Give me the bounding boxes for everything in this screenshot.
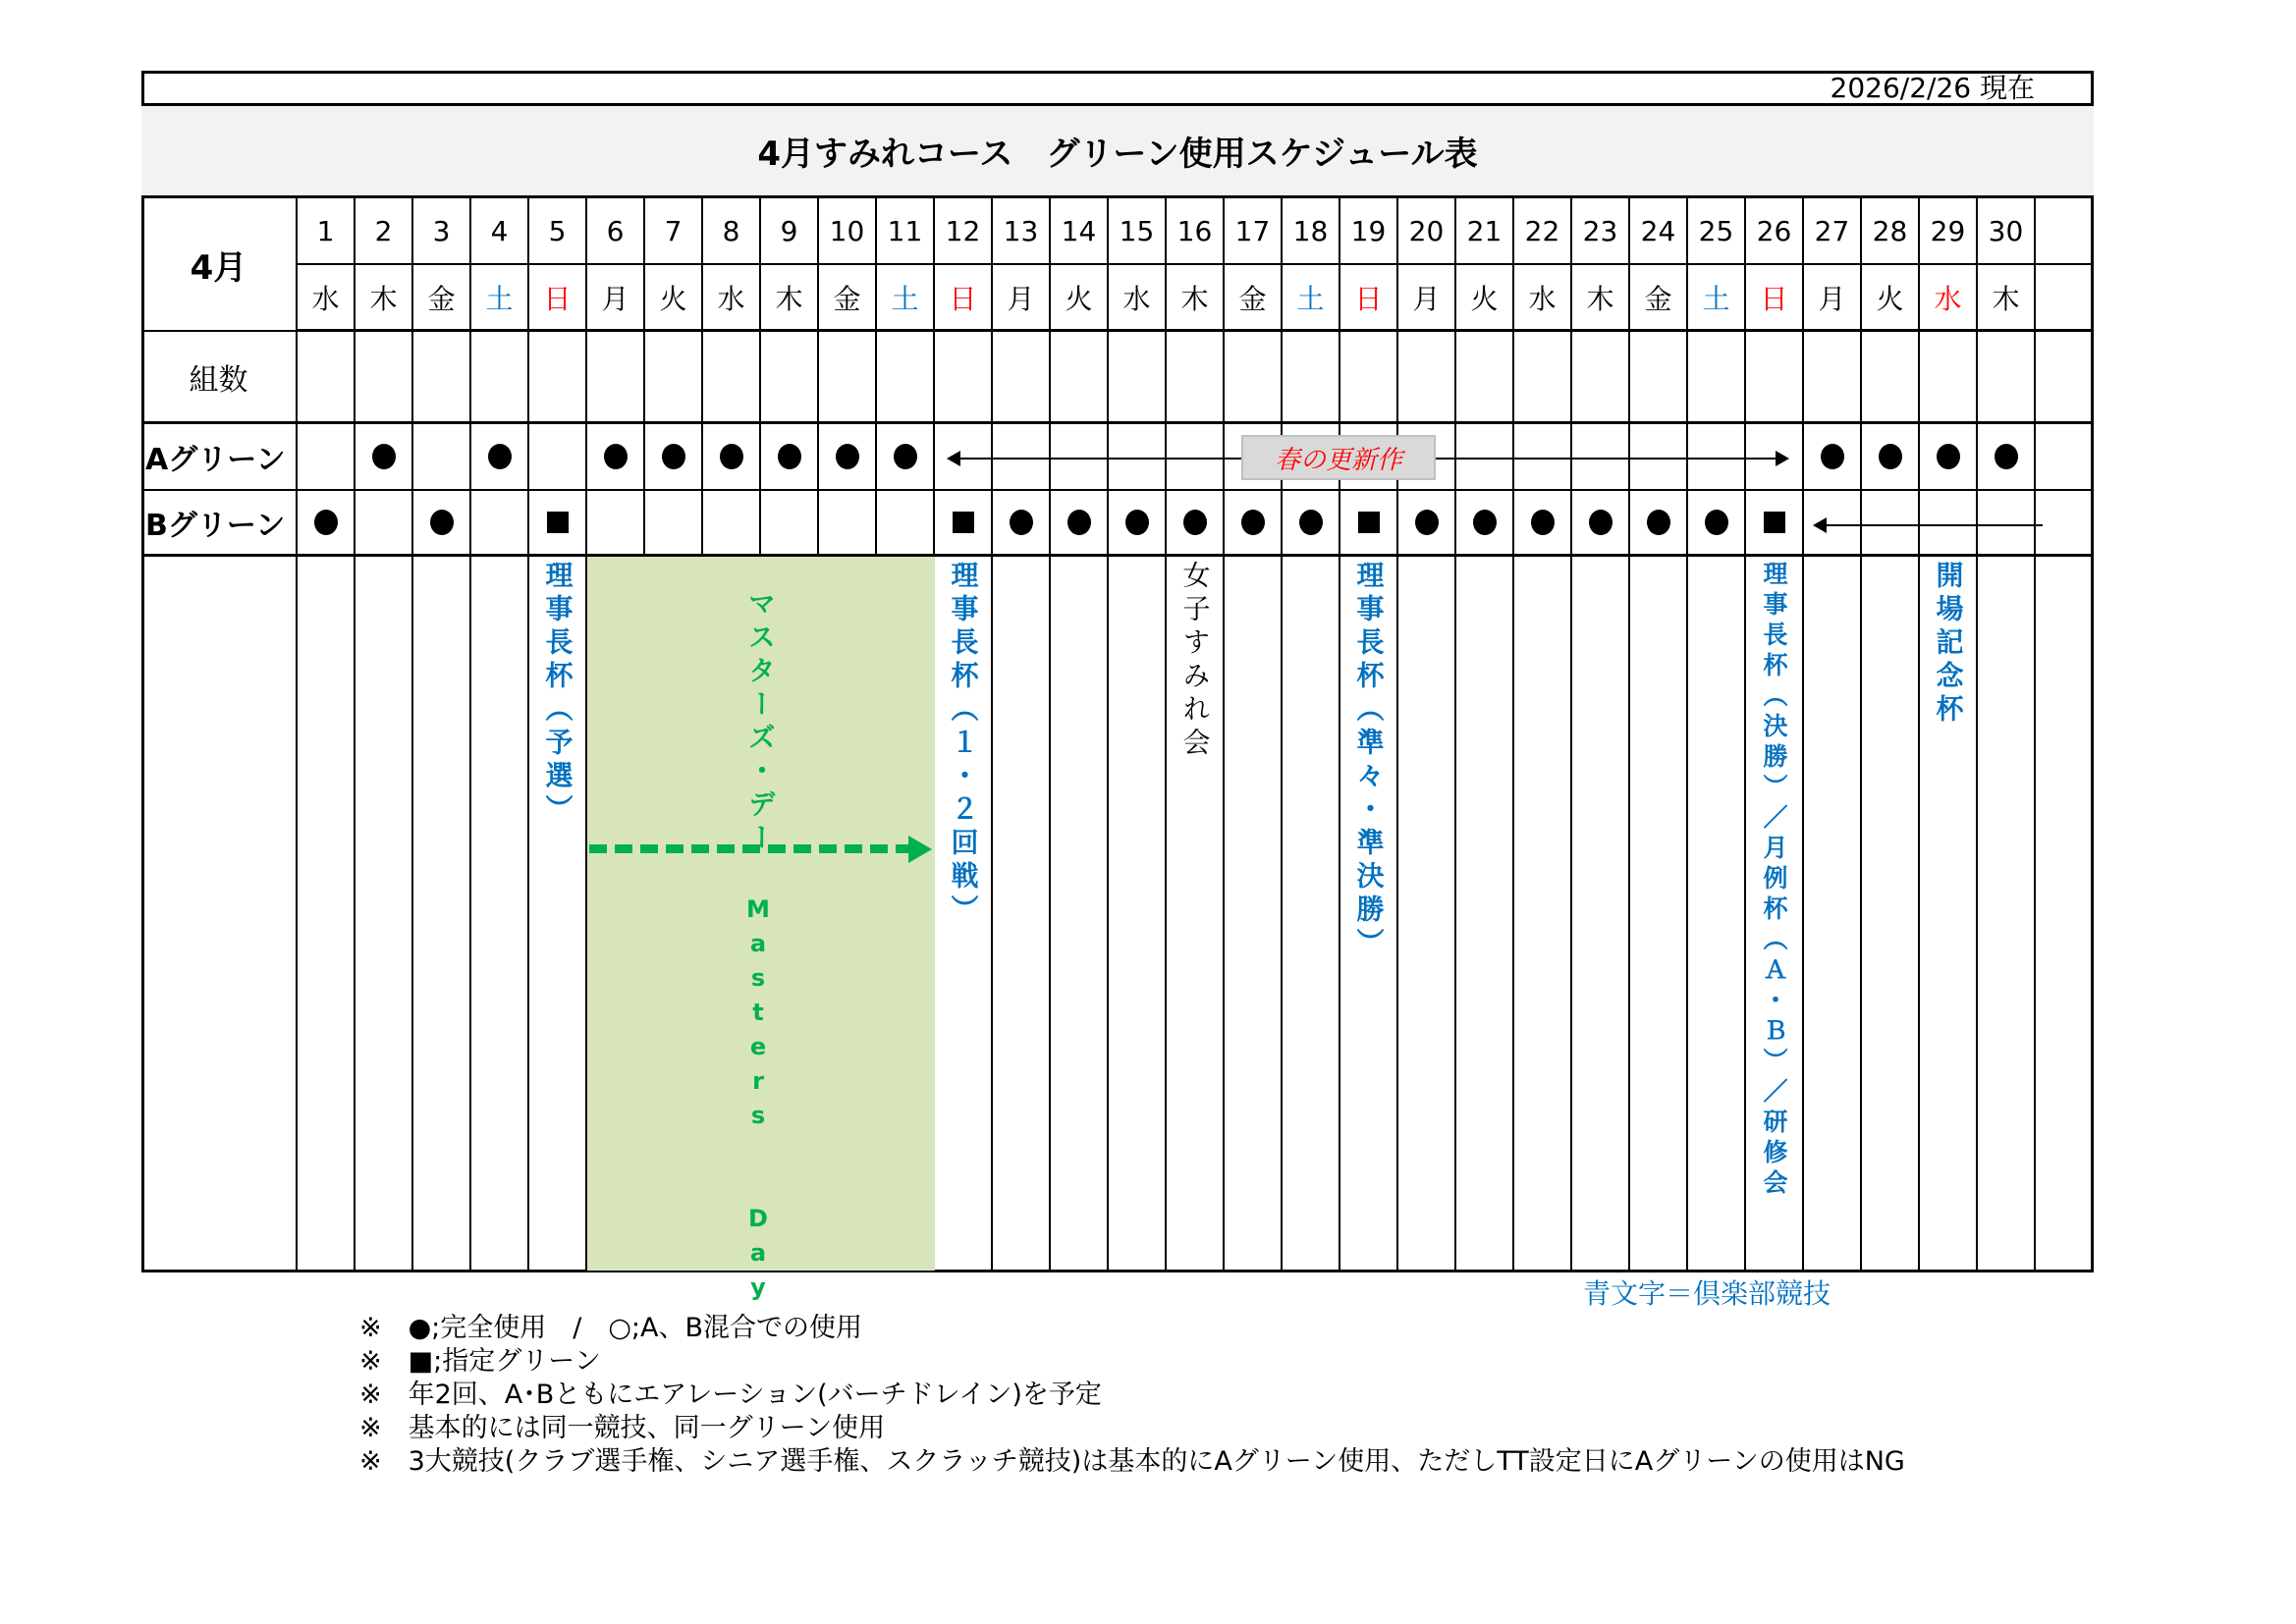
b_green-cell <box>2036 491 2094 557</box>
arrow-right-icon <box>1776 451 1789 466</box>
groups-cell <box>1109 332 1167 424</box>
groups-cell <box>1398 332 1456 424</box>
b_green-cell <box>1225 491 1283 557</box>
full-use-dot-icon <box>1415 510 1439 535</box>
event-cell <box>1862 557 1920 1272</box>
a_green-cell <box>1920 424 1978 491</box>
weekday: 木 <box>1572 265 1630 332</box>
b_green-cell <box>993 491 1051 557</box>
event-cell <box>1746 557 1804 1272</box>
day-number: 7 <box>645 198 703 265</box>
event-label: 理事長杯（予選） <box>541 561 574 828</box>
arrow-left-icon <box>947 451 960 466</box>
day-number: 13 <box>993 198 1051 265</box>
b_green-cell <box>355 491 413 557</box>
b_green-cell <box>529 491 587 557</box>
groups-cell <box>1167 332 1225 424</box>
event-cell <box>471 557 529 1272</box>
day-number: 16 <box>1167 198 1225 265</box>
day-number: 28 <box>1862 198 1920 265</box>
weekday: 月 <box>1398 265 1456 332</box>
day-number: 15 <box>1109 198 1167 265</box>
month-label: 4月 <box>141 198 298 332</box>
groups-cell <box>877 332 935 424</box>
schedule-grid <box>141 198 2094 1272</box>
a_green-cell <box>703 424 761 491</box>
day-number: 25 <box>1688 198 1746 265</box>
designated-square-icon <box>1358 512 1380 533</box>
b_green-cell <box>1572 491 1630 557</box>
b_green-cell <box>819 491 877 557</box>
full-use-dot-icon <box>372 444 396 469</box>
day-number: 8 <box>703 198 761 265</box>
note-5: ※ 3大競技(クラブ選手権、シニア選手権、スクラッチ競技)は基本的にAグリーン使用、ただしTT設定日にAグリーンの使用はNG <box>359 1446 1905 1477</box>
groups-label: 組数 <box>141 332 298 424</box>
full-use-dot-icon <box>1010 510 1033 535</box>
weekday: 金 <box>819 265 877 332</box>
groups-cell <box>1456 332 1514 424</box>
b_green-cell <box>1514 491 1572 557</box>
b_green-cell <box>877 491 935 557</box>
event-cell <box>935 557 993 1272</box>
full-use-dot-icon <box>1473 510 1497 535</box>
day-number: 29 <box>1920 198 1978 265</box>
event-cell <box>1340 557 1398 1272</box>
full-use-dot-icon <box>778 444 801 469</box>
weekday <box>2036 265 2094 332</box>
event-cell <box>298 557 355 1272</box>
full-use-dot-icon <box>1821 444 1844 469</box>
groups-cell <box>1572 332 1630 424</box>
day-number: 20 <box>1398 198 1456 265</box>
weekday: 火 <box>1456 265 1514 332</box>
full-use-dot-icon <box>1531 510 1555 535</box>
masters-day-label-en: Masters Day <box>744 895 772 1308</box>
groups-cell <box>471 332 529 424</box>
groups-cell <box>1920 332 1978 424</box>
a_green-cell <box>355 424 413 491</box>
b_green-cell <box>703 491 761 557</box>
full-use-dot-icon <box>314 510 338 535</box>
event-cell <box>1109 557 1167 1272</box>
event-label: 理事長杯（準々・準決勝） <box>1352 561 1386 961</box>
weekday: 月 <box>993 265 1051 332</box>
groups-cell <box>703 332 761 424</box>
event-label: 理事長杯（１・２回戦） <box>947 561 980 928</box>
event-cell <box>1514 557 1572 1272</box>
event-cell <box>1283 557 1340 1272</box>
day-number <box>2036 198 2094 265</box>
masters-arrow-head-icon <box>908 836 932 863</box>
b_green-cell <box>587 491 645 557</box>
day-number: 9 <box>761 198 819 265</box>
a_green-cell <box>877 424 935 491</box>
day-number: 30 <box>1978 198 2036 265</box>
full-use-dot-icon <box>430 510 454 535</box>
groups-cell <box>1051 332 1109 424</box>
full-use-dot-icon <box>1183 510 1207 535</box>
arrow-left-icon <box>1813 517 1827 533</box>
weekday: 金 <box>413 265 471 332</box>
groups-cell <box>645 332 703 424</box>
weekday: 木 <box>1167 265 1225 332</box>
weekday: 木 <box>761 265 819 332</box>
a_green-cell <box>1862 424 1920 491</box>
event-cell <box>1920 557 1978 1272</box>
full-use-dot-icon <box>488 444 512 469</box>
a_green-cell <box>1978 424 2036 491</box>
b_green-cell <box>1688 491 1746 557</box>
full-use-dot-icon <box>1067 510 1091 535</box>
b_green-cell <box>1051 491 1109 557</box>
event-cell <box>993 557 1051 1272</box>
weekday: 日 <box>935 265 993 332</box>
event-cell <box>1978 557 2036 1272</box>
event-label: 女子すみれ会 <box>1178 561 1212 761</box>
b_green-cell <box>1283 491 1340 557</box>
event-cell <box>529 557 587 1272</box>
full-use-dot-icon <box>1937 444 1960 469</box>
page-title: 4月すみれコース グリーン使用スケジュール表 <box>141 106 2094 198</box>
groups-cell <box>529 332 587 424</box>
groups-cell <box>1804 332 1862 424</box>
groups-cell <box>1225 332 1283 424</box>
day-number: 14 <box>1051 198 1109 265</box>
day-number: 17 <box>1225 198 1283 265</box>
weekday: 水 <box>298 265 355 332</box>
a_green-cell <box>587 424 645 491</box>
b_green-cell <box>1746 491 1804 557</box>
full-use-dot-icon <box>1589 510 1613 535</box>
groups-cell <box>761 332 819 424</box>
b_green-cell <box>761 491 819 557</box>
day-number: 6 <box>587 198 645 265</box>
groups-cell <box>413 332 471 424</box>
full-use-dot-icon <box>720 444 743 469</box>
groups-cell <box>1862 332 1920 424</box>
weekday: 火 <box>1862 265 1920 332</box>
event-cell <box>1225 557 1283 1272</box>
event-cell <box>1398 557 1456 1272</box>
full-use-dot-icon <box>1299 510 1323 535</box>
blue-text-legend: 青文字＝倶楽部競技 <box>1583 1277 1831 1310</box>
b_green-cell <box>1630 491 1688 557</box>
full-use-dot-icon <box>604 444 628 469</box>
renewal-label: 春の更新作 <box>1241 435 1436 480</box>
day-number: 3 <box>413 198 471 265</box>
events-label <box>141 557 298 1272</box>
b_green-cell <box>935 491 993 557</box>
groups-cell <box>1340 332 1398 424</box>
weekday: 金 <box>1225 265 1283 332</box>
b_green-cell <box>413 491 471 557</box>
day-number: 2 <box>355 198 413 265</box>
day-number: 18 <box>1283 198 1340 265</box>
note-4: ※ 基本的には同一競技、同一グリーン使用 <box>359 1413 886 1443</box>
a_green-cell <box>2036 424 2094 491</box>
weekday: 土 <box>1688 265 1746 332</box>
groups-cell <box>993 332 1051 424</box>
day-number: 11 <box>877 198 935 265</box>
groups-cell <box>1514 332 1572 424</box>
designated-square-icon <box>1764 512 1785 533</box>
full-use-dot-icon <box>1647 510 1670 535</box>
day-number: 12 <box>935 198 993 265</box>
b_green-cell <box>1340 491 1398 557</box>
b_green-cell <box>1456 491 1514 557</box>
masters-dashed-arrow <box>589 844 913 853</box>
weekday: 月 <box>587 265 645 332</box>
a_green-cell <box>1804 424 1862 491</box>
groups-cell <box>819 332 877 424</box>
day-number: 22 <box>1514 198 1572 265</box>
event-cell <box>2036 557 2094 1272</box>
day-number: 23 <box>1572 198 1630 265</box>
weekday: 水 <box>703 265 761 332</box>
a_green-cell <box>529 424 587 491</box>
day-number: 10 <box>819 198 877 265</box>
a_green-cell <box>819 424 877 491</box>
groups-cell <box>1688 332 1746 424</box>
note-3: ※ 年2回、A･Bともにエアレーション(バーチドレイン)を予定 <box>359 1380 1102 1410</box>
a_green-cell <box>645 424 703 491</box>
event-label: 開場記念杯 <box>1932 561 1965 728</box>
weekday: 土 <box>471 265 529 332</box>
a_green-cell <box>298 424 355 491</box>
full-use-dot-icon <box>836 444 859 469</box>
b_green-cell <box>471 491 529 557</box>
weekday: 日 <box>529 265 587 332</box>
day-number: 26 <box>1746 198 1804 265</box>
a_green-cell <box>413 424 471 491</box>
weekday: 土 <box>877 265 935 332</box>
weekday: 金 <box>1630 265 1688 332</box>
event-label: 理事長杯（決勝）／月例杯（Ａ・Ｂ）／研修会 <box>1760 561 1788 1200</box>
event-cell <box>1167 557 1225 1272</box>
masters-day-label-jp: マスターズ・デー <box>744 589 777 856</box>
event-cell <box>413 557 471 1272</box>
b-green-label: Bグリーン <box>141 491 298 557</box>
date-row <box>141 71 2094 106</box>
weekday: 木 <box>1978 265 2036 332</box>
groups-cell <box>587 332 645 424</box>
groups-cell <box>1746 332 1804 424</box>
b_green-cell <box>298 491 355 557</box>
weekday: 火 <box>1051 265 1109 332</box>
event-cell <box>355 557 413 1272</box>
event-cell <box>1456 557 1514 1272</box>
note-2: ※ ■;指定グリーン <box>359 1346 601 1377</box>
a_green-cell <box>471 424 529 491</box>
day-number: 5 <box>529 198 587 265</box>
event-cell <box>1688 557 1746 1272</box>
groups-cell <box>298 332 355 424</box>
weekday: 水 <box>1514 265 1572 332</box>
full-use-dot-icon <box>1125 510 1149 535</box>
b-arrow-line <box>1823 524 2043 526</box>
day-number: 19 <box>1340 198 1398 265</box>
a-green-label: Aグリーン <box>141 424 298 491</box>
day-number: 27 <box>1804 198 1862 265</box>
weekday: 水 <box>1920 265 1978 332</box>
weekday: 月 <box>1804 265 1862 332</box>
groups-cell <box>1978 332 2036 424</box>
weekday: 日 <box>1340 265 1398 332</box>
as-of-date: 2026/2/26 現在 <box>1830 72 2035 104</box>
full-use-dot-icon <box>1241 510 1265 535</box>
weekday: 火 <box>645 265 703 332</box>
day-number: 1 <box>298 198 355 265</box>
day-number: 21 <box>1456 198 1514 265</box>
b_green-cell <box>645 491 703 557</box>
b_green-cell <box>1109 491 1167 557</box>
groups-cell <box>1283 332 1340 424</box>
event-cell <box>1572 557 1630 1272</box>
full-use-dot-icon <box>894 444 917 469</box>
note-1: ※ ●;完全使用 / ○;A、B混合での使用 <box>359 1313 863 1343</box>
weekday: 土 <box>1283 265 1340 332</box>
groups-cell <box>1630 332 1688 424</box>
full-use-dot-icon <box>662 444 685 469</box>
a_green-cell <box>761 424 819 491</box>
designated-square-icon <box>547 512 569 533</box>
event-cell <box>1051 557 1109 1272</box>
b_green-cell <box>1167 491 1225 557</box>
full-use-dot-icon <box>1705 510 1728 535</box>
groups-cell <box>935 332 993 424</box>
b_green-cell <box>1398 491 1456 557</box>
full-use-dot-icon <box>1879 444 1902 469</box>
day-number: 4 <box>471 198 529 265</box>
event-cell <box>1630 557 1688 1272</box>
weekday: 水 <box>1109 265 1167 332</box>
groups-cell <box>2036 332 2094 424</box>
weekday: 日 <box>1746 265 1804 332</box>
designated-square-icon <box>953 512 974 533</box>
weekday: 木 <box>355 265 413 332</box>
day-number: 24 <box>1630 198 1688 265</box>
groups-cell <box>355 332 413 424</box>
full-use-dot-icon <box>1995 444 2018 469</box>
event-cell <box>1804 557 1862 1272</box>
